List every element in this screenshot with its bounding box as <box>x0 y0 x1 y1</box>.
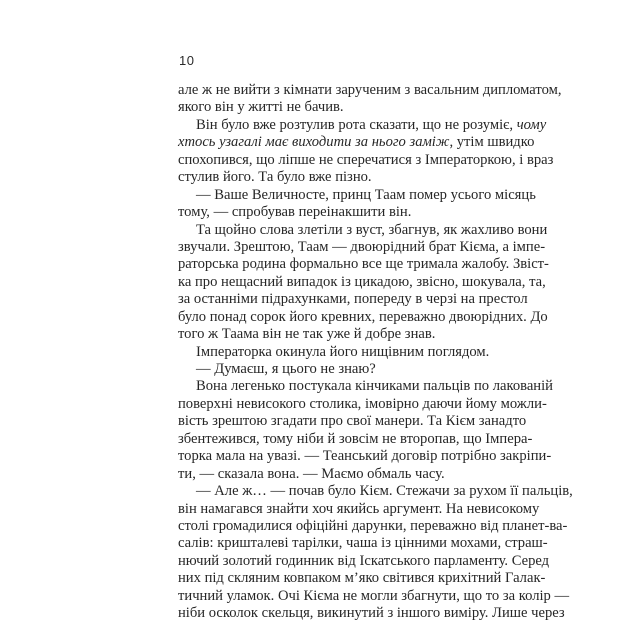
text-line: тому, — спробував переінакшити він. <box>178 204 412 221</box>
text-line: він намагався знайти хоч якийсь аргумент. На невисокому <box>178 500 540 517</box>
text-line: звучали. Зрештою, Таам — двоюрідний брат Кієма, а імпе- <box>178 238 546 255</box>
text-line: торка мала на увазі. — Теанський договір потрібно закріпи- <box>178 448 552 465</box>
text-line <box>178 116 547 134</box>
text-line: Вона легенько постукала кінчиками пальців по лакованій <box>196 378 553 395</box>
text-line: вість зрештою згадати про свої манери. Та Кієм занадто <box>178 413 527 430</box>
text-line: нючий золотий годинник від Іскатського парламенту. Серед <box>178 552 550 569</box>
text-line: — Ваше Величносте, принц Таам помер усього місяць <box>196 186 536 203</box>
text-line: було понад сорок його кревних, переважно двоюрідних. До <box>178 308 548 325</box>
text-line: — Думаєш, я цього не знаю? <box>196 361 376 377</box>
text-line: салів: кришталеві тарілки, чаша із цінними мохами, страш- <box>178 535 548 552</box>
text-line: Імператорка окинула його нищівним поглядом. <box>196 343 490 360</box>
text-line <box>178 134 535 151</box>
text-line: — Але ж… — почав було Кієм. Стежачи за рухом її пальців, <box>196 483 573 500</box>
text-line: ти, — сказала вона. — Маємо обмаль часу. <box>178 465 445 482</box>
text-line: тичний уламок. Очі Кієма не могли збагнути, що то за колір — <box>178 587 570 604</box>
text-line: Та щойно слова злетіли з вуст, збагнув, як жахливо вони <box>196 221 548 238</box>
text-run: , утім швидко <box>449 134 535 151</box>
text-line: якого він у житті не бачив. <box>178 99 344 116</box>
text-line: спохопився, що ліпше не сперечатися з Імператоркою, і враз <box>178 151 554 168</box>
body-text <box>178 82 573 623</box>
text-run: Він було вже розтулив рота сказати, що не розуміє, <box>196 116 517 133</box>
text-line: ка про нещасний випадок із цикадою, звісно, шокувала, та, <box>178 273 546 290</box>
text-line: стулив його. Та було вже пізно. <box>178 169 372 186</box>
italic-text: хтось узагалі має виходити за нього заміж <box>178 134 450 151</box>
text-line: раторська родина формально все ще тримала жалобу. Звіст- <box>178 256 549 273</box>
text-line: ніби осколок скельця, викинутий з іншого виміру. Лише через <box>178 605 565 622</box>
page-number: 10 <box>179 53 195 68</box>
text-line: них під скляним ковпаком м’яко світився крихітний Галак- <box>178 570 546 587</box>
text-line: але ж не вийти з кімнати зарученим з васальним дипломатом, <box>178 82 562 98</box>
text-line: поверхні невисокого столика, імовірно даючи йому можли- <box>178 395 547 412</box>
text-line: за останніми підрахунками, попереду в черзі на престол <box>178 291 528 308</box>
italic-text: чому <box>516 116 547 133</box>
text-line: збентежився, тому ніби й зовсім не второпав, що Імпера- <box>178 430 533 447</box>
text-line: того ж Таама він не так уже й добре знав. <box>178 326 436 343</box>
text-line: столі громадилися офіційні дарунки, переважно від планет-ва- <box>178 517 568 534</box>
